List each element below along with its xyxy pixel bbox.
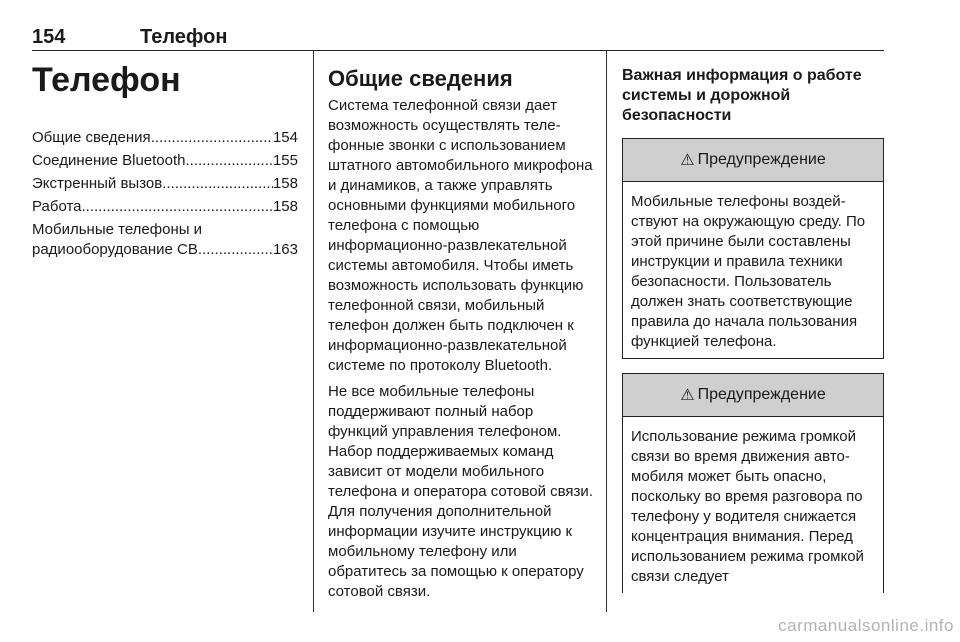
warning-title: Предупреждение: [697, 151, 826, 168]
toc-label: Мобильные телефоны и: [32, 221, 203, 238]
section-heading: Общие сведения: [328, 66, 513, 91]
toc-page: 158: [272, 175, 298, 192]
toc-page: 158: [272, 198, 298, 215]
warning-box: [622, 138, 884, 359]
toc-entry[interactable]: [32, 197, 298, 217]
general-info-column: [328, 66, 596, 608]
section-heading: Важная информация о работе системы и дорожной безопасности: [622, 67, 862, 124]
toc-label: Работа: [32, 198, 82, 215]
toc-entry[interactable]: [32, 151, 298, 171]
warning-triangle-icon: ⚠: [680, 152, 695, 169]
toc-leader: [198, 240, 273, 260]
toc-entry[interactable]: [32, 220, 298, 260]
toc-entry[interactable]: [32, 128, 298, 148]
warning-text: Мобильные телефоны воздействуют на окружающую среду. По этой причине были составлены инструкции и правила техники безопасности. Пользователь должен знать соответствующие правила до начала пользования функцией телефона.: [631, 193, 866, 350]
warning-header: [623, 374, 883, 417]
toc-label: Экстренный вызов: [32, 175, 163, 192]
warning-text: Использование режима громкой связи во время движения автомобиля может быть опасно, поскольку во время разговора по телефону у водителя снижается концентрация внимания. Перед использованием режима громкой связи следует: [631, 428, 864, 585]
column-divider: [606, 50, 607, 612]
toc-page: 155: [272, 152, 298, 169]
chapter-title: Телефон: [32, 61, 181, 99]
warning-triangle-icon: ⚠: [680, 387, 695, 404]
warning-title: Предупреждение: [697, 386, 826, 403]
toc-leader: [186, 151, 273, 171]
toc-page: 154: [272, 129, 298, 146]
column-divider: [313, 50, 314, 612]
page-number: 154: [32, 26, 66, 48]
body-paragraph: Не все мобильные телефоны поддерживают полный набор функций управления телефоном. Набор поддерживаемых команд зависит от модели мобильного телефона и оператора сотовой связи. Для получения дополнительной информации изучите инструкцию к мобильному телефону или обратитесь за помощью к оператору сотовой связи.: [328, 383, 593, 600]
toc-leader: [82, 197, 273, 217]
page-header: [32, 24, 884, 51]
toc-entry[interactable]: [32, 174, 298, 194]
watermark: carmanualsonline.info: [778, 616, 954, 635]
warning-box: [622, 373, 884, 593]
toc-leader: [162, 174, 273, 194]
toc-label: Общие сведения: [32, 129, 151, 146]
toc-leader: [151, 128, 273, 148]
body-paragraph: Система телефонной связи дает возможность осуществлять телефонные звонки с использованием штатного автомобильного микрофона и динамиков, а также управлять основными функциями мобильного телефона с помощью информационно-развлекательной системы автомобиля. Чтобы иметь возможность использовать функцию телефонной связи, мобильный телефон должен быть подключен к информационно-развлекательной системе по протоколу Bluetooth.: [328, 97, 593, 374]
toc-label: радиооборудование CB: [32, 241, 198, 258]
toc-page: 163: [272, 241, 298, 258]
toc-column: [32, 60, 298, 263]
warning-header: [623, 139, 883, 182]
toc-label: Соединение Bluetooth: [32, 152, 186, 169]
safety-column: [622, 66, 884, 603]
running-title: Телефон: [140, 26, 228, 48]
